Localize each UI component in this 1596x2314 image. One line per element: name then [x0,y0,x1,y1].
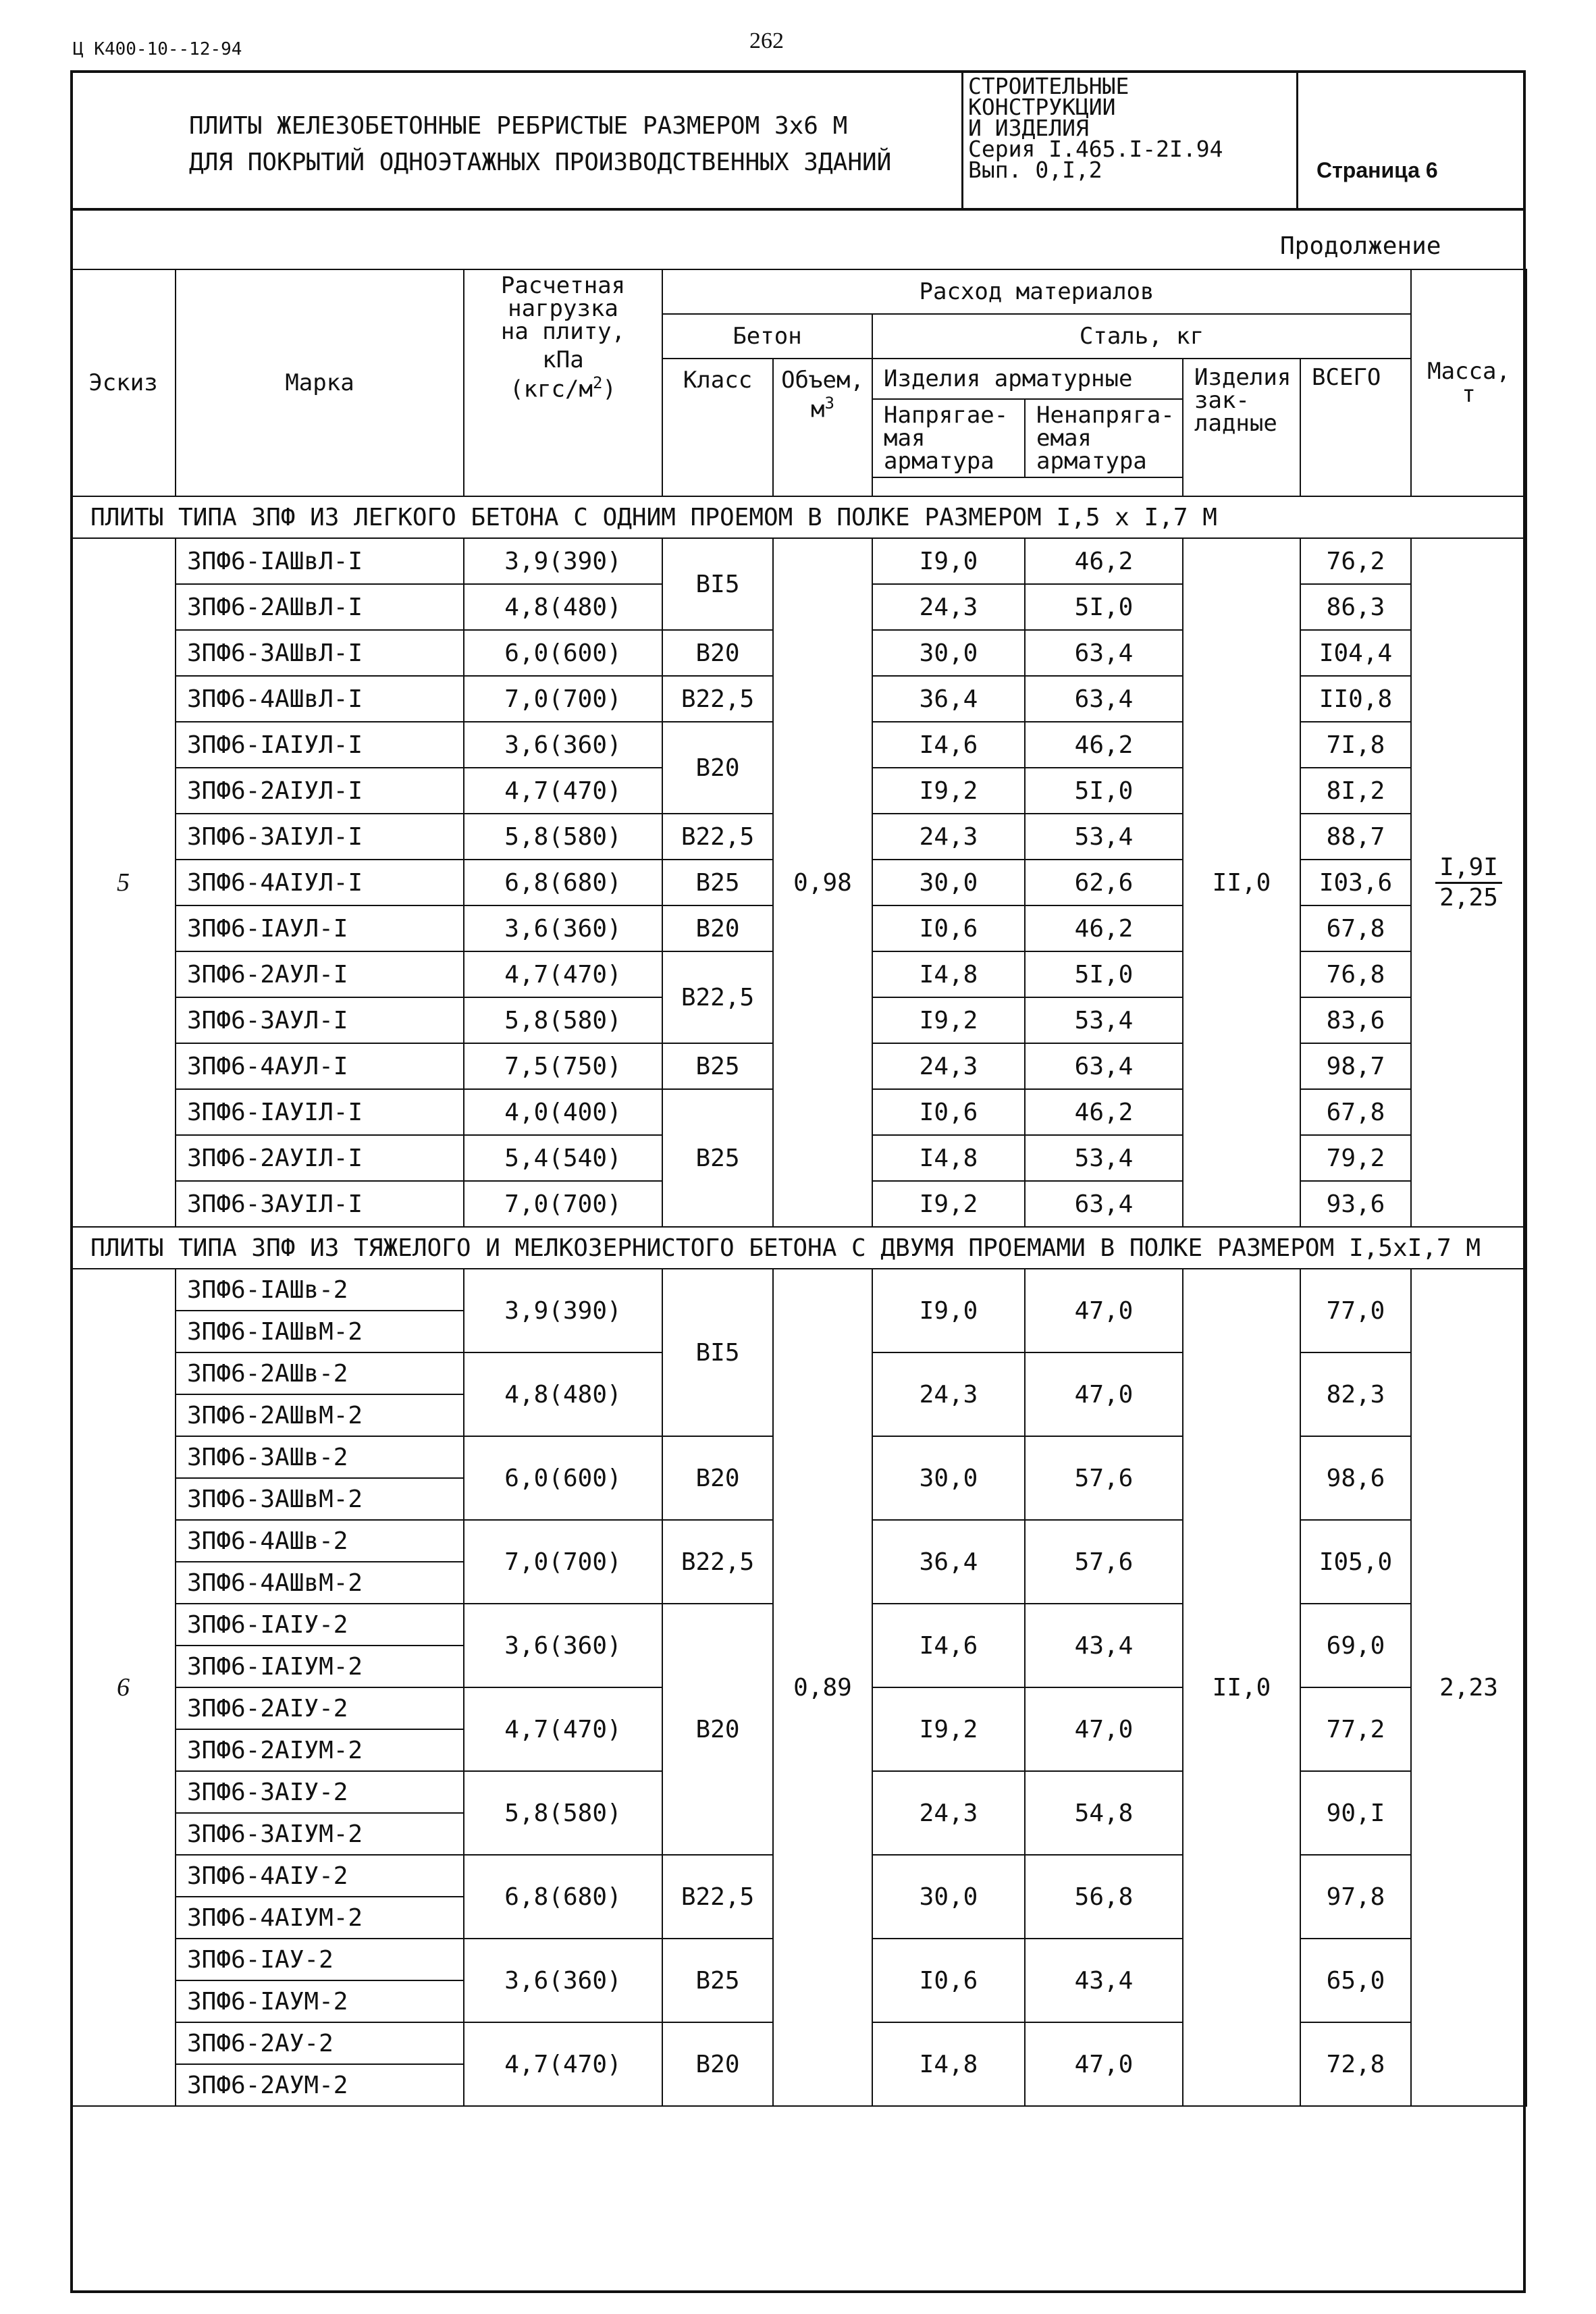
prestressed-cell: 24,3 [872,584,1025,630]
volume-cell: 0,98 [773,538,872,1227]
mark-cell: ЗПФ6-2АУМ-2 [176,2064,464,2106]
class-cell: B22,5 [662,951,773,1043]
nonprestressed-cell: 46,2 [1025,538,1183,584]
load-cell: 5,4(540) [464,1135,662,1181]
materials-table [70,269,1527,2107]
prestressed-cell: 24,3 [872,1352,1025,1436]
prestressed-header [872,399,1025,477]
class-cell: B20 [662,2022,773,2106]
embedded-header-line-2: зак- [1194,387,1250,414]
series-line-2: КОНСТРУКЦИИ [968,94,1116,120]
mark-cell: ЗПФ6-3АIУ-2 [176,1771,464,1813]
load-cell: 4,7(470) [464,2022,662,2106]
nonprestressed-cell: 43,4 [1025,1604,1183,1687]
volume-header [773,359,872,496]
class-cell: B20 [662,722,773,814]
load-header-line-1: Расчетная [500,272,626,299]
load-cell: 3,9(390) [464,538,662,584]
class-cell: B20 [662,630,773,676]
total-cell: 77,0 [1300,1269,1411,1352]
class-cell: B20 [662,905,773,951]
mark-cell: ЗПФ6-3АШв-2 [176,1436,464,1478]
class-cell: B25 [662,1939,773,2022]
mark-cell: ЗПФ6-2АIУЛ-I [176,768,464,814]
class-cell: B22,5 [662,1855,773,1939]
nonprestressed-cell: 46,2 [1025,722,1183,768]
nonprestressed-cell: 57,6 [1025,1436,1183,1520]
total-cell: 67,8 [1300,905,1411,951]
col-mark-header: Марка [176,269,464,496]
total-cell: 98,6 [1300,1436,1411,1520]
mark-cell: ЗПФ6-4АУЛ-I [176,1043,464,1089]
nonprestressed-header-line-1: Ненапряга- [1036,402,1175,429]
load-cell: 5,8(580) [464,1771,662,1855]
load-cell: 3,6(360) [464,1939,662,2022]
col-mass-header [1411,269,1526,496]
total-cell: I05,0 [1300,1520,1411,1604]
nonprestressed-header [1025,399,1183,477]
mark-cell: ЗПФ6-3АУЛ-I [176,997,464,1043]
mark-cell: ЗПФ6-4АIУ-2 [176,1855,464,1897]
mark-cell: ЗПФ6-IАУЛ-I [176,905,464,951]
load-header-line-5: $(кгс/м^2)$ [510,373,616,403]
nonprestressed-cell: 63,4 [1025,1043,1183,1089]
volume-cell: 0,89 [773,1269,872,2106]
mark-cell: ЗПФ6-IАУМ-2 [176,1980,464,2022]
prestressed-cell: I9,2 [872,997,1025,1043]
nonprestressed-cell: 47,0 [1025,1269,1183,1352]
mark-cell: ЗПФ6-3АУIЛ-I [176,1181,464,1227]
nonprestressed-cell: 47,0 [1025,1687,1183,1771]
total-cell: 77,2 [1300,1687,1411,1771]
title-block-bottom-line [70,208,1526,211]
load-header-line-2: нагрузка [508,295,618,322]
load-cell: 6,8(680) [464,1855,662,1939]
nonprestressed-cell: 56,8 [1025,1855,1183,1939]
mark-cell: ЗПФ6-IАУ-2 [176,1939,464,1980]
nonprestressed-cell: 47,0 [1025,1352,1183,1436]
mark-cell: ЗПФ6-IАШвЛ-I [176,538,464,584]
col-sketch-header: Эскиз [71,269,176,496]
prestressed-cell: 30,0 [872,1855,1025,1939]
prestressed-cell: 36,4 [872,1520,1025,1604]
mark-cell: ЗПФ6-2АУIЛ-I [176,1135,464,1181]
class-header: Класс [662,359,773,496]
embedded-header [1183,359,1300,496]
load-cell: 3,6(360) [464,722,662,768]
mark-cell: ЗПФ6-4АШв-2 [176,1520,464,1562]
load-cell: 4,8(480) [464,1352,662,1436]
class-cell: B25 [662,860,773,905]
total-cell: 65,0 [1300,1939,1411,2022]
section-1-title: ПЛИТЫ ТИПА ЗПФ ИЗ ЛЕГКОГО БЕТОНА С ОДНИМ ПРОЕМОМ В ПОЛКЕ РАЗМЕРОМ I,5 х I,7 М [71,496,1526,538]
total-cell: 86,3 [1300,584,1411,630]
prestressed-header-line-2: мая [884,425,926,452]
document-title [189,108,891,181]
volume-header-line-2: $м^3$ [811,394,834,423]
reinforcement-header: Изделия арматурные [872,359,1183,399]
mark-cell: ЗПФ6-4АIУЛ-I [176,860,464,905]
mark-cell: ЗПФ6-IАШв-2 [176,1269,464,1311]
embedded-cell: II,0 [1183,1269,1300,2106]
nonprestressed-cell: 63,4 [1025,1181,1183,1227]
prestressed-cell: I9,0 [872,1269,1025,1352]
total-header: ВСЕГО [1300,359,1411,496]
prestressed-cell: I9,2 [872,768,1025,814]
total-cell: I03,6 [1300,860,1411,905]
load-cell: 6,8(680) [464,860,662,905]
mark-cell: ЗПФ6-3АШвЛ-I [176,630,464,676]
prestressed-cell: 36,4 [872,676,1025,722]
total-cell: 69,0 [1300,1604,1411,1687]
prestressed-cell: I4,8 [872,951,1025,997]
total-cell: I04,4 [1300,630,1411,676]
mark-cell: ЗПФ6-3АIУМ-2 [176,1813,464,1855]
title-line-2: ДЛЯ ПОКРЫТИЙ ОДНОЭТАЖНЫХ ПРОИЗВОДСТВЕННЫХ ЗДАНИЙ [189,149,892,176]
mark-cell: ЗПФ6-2АIУ-2 [176,1687,464,1729]
load-cell: 3,9(390) [464,1269,662,1352]
nonprestressed-cell: 53,4 [1025,997,1183,1043]
col-load-header [464,269,662,496]
mass-cell: 2,23 [1411,1269,1526,2106]
total-cell: 8I,2 [1300,768,1411,814]
class-cell: B20 [662,1436,773,1520]
load-cell: 4,8(480) [464,584,662,630]
prestressed-cell: 30,0 [872,1436,1025,1520]
load-cell: 6,0(600) [464,1436,662,1520]
mark-cell: ЗПФ6-IАУIЛ-I [176,1089,464,1135]
mark-cell: ЗПФ6-2АУ-2 [176,2022,464,2064]
page-number: 262 [749,28,784,53]
class-cell: BI5 [662,1269,773,1436]
mark-cell: ЗПФ6-IАIУ-2 [176,1604,464,1646]
sketch-number: 5 [71,538,176,1227]
nonprestressed-cell: 62,6 [1025,860,1183,905]
nonprestressed-cell: 57,6 [1025,1520,1183,1604]
load-cell: 7,0(700) [464,1181,662,1227]
prestressed-cell: 24,3 [872,814,1025,860]
mark-cell: ЗПФ6-2АШвМ-2 [176,1394,464,1436]
class-cell: B22,5 [662,676,773,722]
load-cell: 4,7(470) [464,768,662,814]
mark-cell: ЗПФ6-IАIУМ-2 [176,1646,464,1687]
total-cell: 7I,8 [1300,722,1411,768]
prestressed-cell: I9,0 [872,538,1025,584]
load-cell: 3,6(360) [464,905,662,951]
embedded-cell: II,0 [1183,538,1300,1227]
total-cell: 83,6 [1300,997,1411,1043]
prestressed-cell: I4,8 [872,2022,1025,2106]
nonprestressed-cell: 54,8 [1025,1771,1183,1855]
mark-cell: ЗПФ6-2АУЛ-I [176,951,464,997]
prestressed-header-line-3: арматура [884,448,994,475]
total-cell: 72,8 [1300,2022,1411,2106]
concrete-header: Бетон [662,314,872,359]
title-block-divider-2 [1296,70,1298,209]
total-cell: 88,7 [1300,814,1411,860]
prestressed-cell: 24,3 [872,1771,1025,1855]
total-cell: II0,8 [1300,676,1411,722]
nonprestressed-cell: 5I,0 [1025,951,1183,997]
class-cell: B20 [662,1604,773,1855]
load-cell: 4,7(470) [464,951,662,997]
mark-cell: ЗПФ6-4АШвМ-2 [176,1562,464,1604]
volume-header-line-1: Объем, [781,367,864,394]
table-row [71,538,1526,584]
nonprestressed-cell: 5I,0 [1025,584,1183,630]
mark-cell: ЗПФ6-4АШвЛ-I [176,676,464,722]
class-cell: B22,5 [662,1520,773,1604]
sketch-number: 6 [71,1269,176,2106]
embedded-header-line-1: Изделия [1194,364,1292,391]
section-2-title: ПЛИТЫ ТИПА ЗПФ ИЗ ТЯЖЕЛОГО И МЕЛКОЗЕРНИСТОГО БЕТОНА С ДВУМЯ ПРОЕМАМИ В ПОЛКЕ РАЗМЕРОМ I,5хI,7 М [71,1227,1526,1269]
mass-header-line-2: т [1462,381,1476,408]
nonprestressed-cell: 53,4 [1025,814,1183,860]
prestressed-cell: I9,2 [872,1687,1025,1771]
total-cell: 67,8 [1300,1089,1411,1135]
mass-fraction [1435,853,1502,912]
prestressed-cell: 24,3 [872,1043,1025,1089]
load-header-line-3: на плиту, [500,318,626,345]
steel-header: Сталь, кг [872,314,1411,359]
embedded-header-line-3: ладные [1194,410,1277,437]
class-cell: BI5 [662,538,773,630]
load-cell: 4,0(400) [464,1089,662,1135]
materials-header: Расход материалов [662,269,1411,314]
nonprestressed-cell: 63,4 [1025,676,1183,722]
nonprestressed-cell: 46,2 [1025,905,1183,951]
mark-cell: ЗПФ6-2АШв-2 [176,1352,464,1394]
mass-cell [1411,538,1526,1227]
prestressed-cell: I9,2 [872,1181,1025,1227]
nonprestressed-cell: 43,4 [1025,1939,1183,2022]
prestressed-header-line-1: Напрягае- [884,402,1009,429]
load-header-line-4: кПа [542,346,584,373]
total-cell: 76,8 [1300,951,1411,997]
prestressed-cell: I4,8 [872,1135,1025,1181]
mark-cell: ЗПФ6-3АIУЛ-I [176,814,464,860]
prestressed-cell: 30,0 [872,860,1025,905]
nonprestressed-cell: 5I,0 [1025,768,1183,814]
load-cell: 3,6(360) [464,1604,662,1687]
nonprestressed-cell: 63,4 [1025,630,1183,676]
load-cell: 5,8(580) [464,814,662,860]
series-line-1: СТРОИТЕЛЬНЫЕ [968,73,1129,99]
prestressed-cell: I0,6 [872,1939,1025,2022]
load-cell: 6,0(600) [464,630,662,676]
prestressed-cell: 30,0 [872,630,1025,676]
mark-cell: ЗПФ6-4АIУМ-2 [176,1897,464,1939]
load-cell: 7,0(700) [464,1520,662,1604]
mass-numerator: I,9I [1435,853,1502,884]
table-row [71,1269,1526,1311]
mark-cell: ЗПФ6-IАШвМ-2 [176,1311,464,1352]
nonprestressed-cell: 46,2 [1025,1089,1183,1135]
nonprestressed-header-line-2: емая [1036,425,1092,452]
load-cell: 7,5(750) [464,1043,662,1089]
total-cell: 97,8 [1300,1855,1411,1939]
load-cell: 5,8(580) [464,997,662,1043]
total-cell: 98,7 [1300,1043,1411,1089]
mass-header-line-1: Масса, [1427,358,1510,385]
total-cell: 76,2 [1300,538,1411,584]
prestressed-cell: I4,6 [872,1604,1025,1687]
class-cell: B25 [662,1043,773,1089]
mark-cell: ЗПФ6-2АIУМ-2 [176,1729,464,1771]
prestressed-cell: I0,6 [872,1089,1025,1135]
total-cell: 82,3 [1300,1352,1411,1436]
load-cell: 7,0(700) [464,676,662,722]
mark-cell: ЗПФ6-2АШвЛ-I [176,584,464,630]
mark-cell: ЗПФ6-IАIУЛ-I [176,722,464,768]
series-block [968,73,1223,183]
series-line-3: И ИЗДЕЛИЯ [968,115,1089,141]
page-label: Страница 6 [1316,158,1438,182]
series-line-4: Серия I.465.I-2I.94 [968,136,1223,162]
total-cell: 93,6 [1300,1181,1411,1227]
series-line-5: Вып. 0,I,2 [968,157,1102,183]
mark-cell: ЗПФ6-3АШвМ-2 [176,1478,464,1520]
load-cell: 4,7(470) [464,1687,662,1771]
total-cell: 90,I [1300,1771,1411,1855]
nonprestressed-cell: 47,0 [1025,2022,1183,2106]
title-block-divider-1 [961,70,963,209]
class-cell: B25 [662,1089,773,1227]
mass-denominator: 2,25 [1439,883,1498,912]
class-cell: B22,5 [662,814,773,860]
prestressed-cell: I0,6 [872,905,1025,951]
nonprestressed-cell: 53,4 [1025,1135,1183,1181]
total-cell: 79,2 [1300,1135,1411,1181]
prestressed-cell: I4,6 [872,722,1025,768]
title-line-1: ПЛИТЫ ЖЕЛЕЗОБЕТОННЫЕ РЕБРИСТЫЕ РАЗМЕРОМ 3х6 М [189,112,848,140]
document-code: Ц К400-10--12-94 [73,39,242,59]
nonprestressed-header-line-3: арматура [1036,448,1147,475]
continuation-label: Продолжение [1280,232,1441,260]
